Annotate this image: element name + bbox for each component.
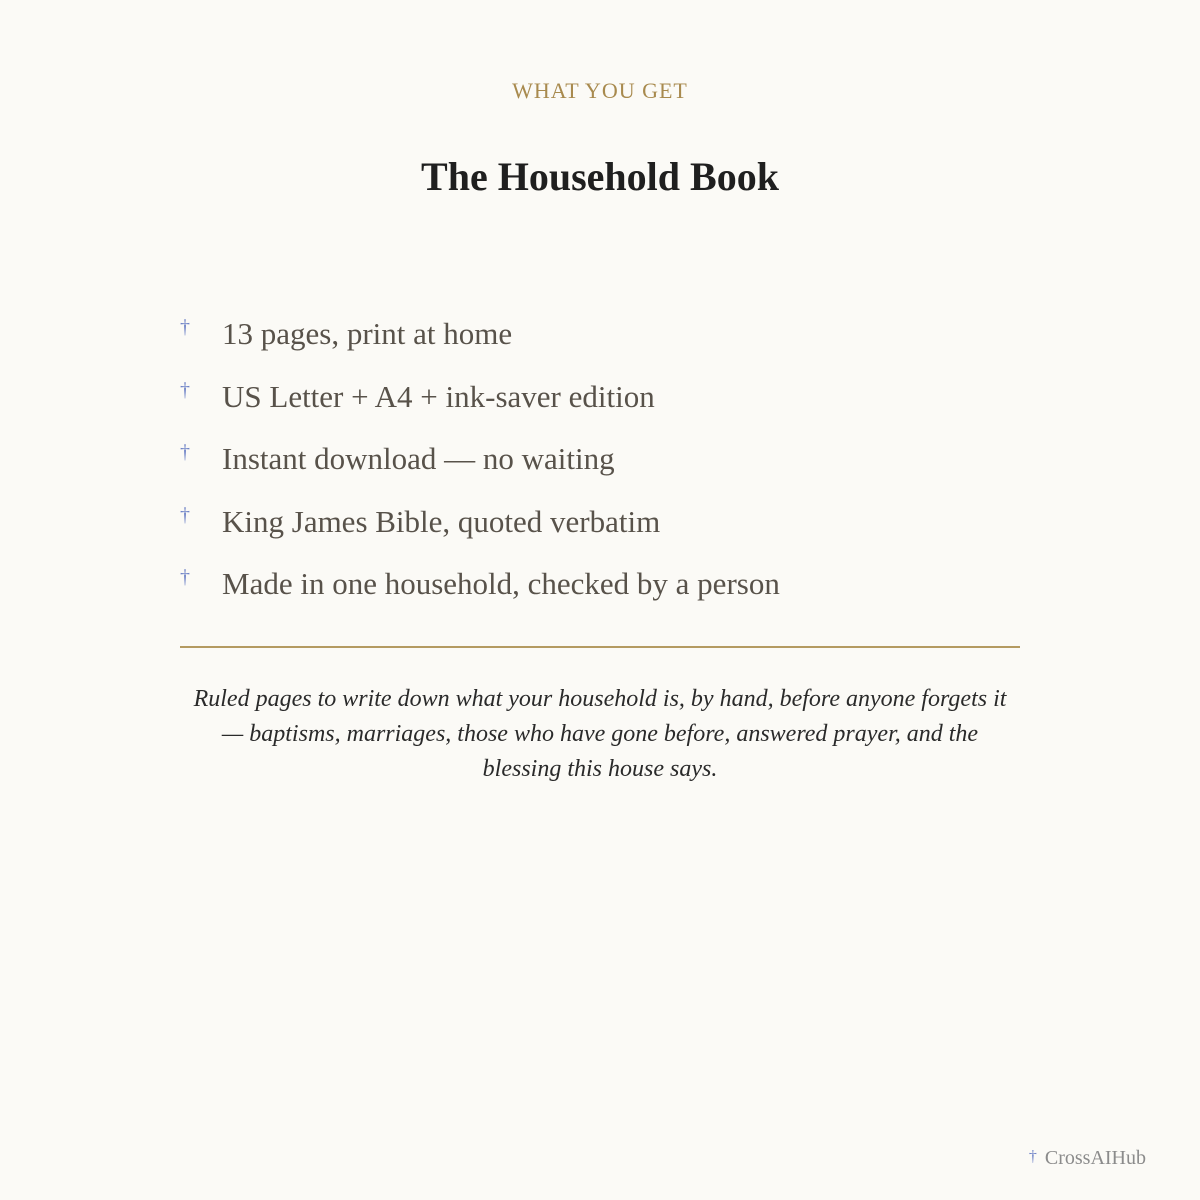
feature-item: [180, 502, 1020, 565]
cross-icon: †: [180, 316, 190, 338]
page-title: The Household Book: [421, 153, 779, 199]
book-description: Ruled pages to write down what your household is, by hand, before anyone forgets it — baptisms, marriages, those who have gone before, answered prayer, and the blessing this house says.: [193, 686, 1007, 782]
feature-text: US Letter + A4 + ink-saver edition: [222, 378, 655, 414]
feature-item: [180, 439, 1020, 502]
cross-icon: †: [180, 441, 190, 463]
feature-list: [180, 314, 1020, 627]
feature-item: [180, 564, 1020, 627]
brand-label: CrossAIHub: [1044, 1147, 1146, 1169]
feature-item: [180, 377, 1020, 440]
cross-icon: †: [1028, 1148, 1037, 1165]
section-eyebrow: WHAT YOU GET: [512, 78, 688, 103]
section-divider: [180, 646, 1020, 648]
feature-text: Made in one household, checked by a person: [222, 566, 780, 601]
feature-text: King James Bible, quoted verbatim: [222, 503, 661, 539]
cross-icon: †: [180, 566, 190, 588]
feature-text: Instant download — no waiting: [222, 441, 615, 476]
feature-item: [180, 314, 1020, 377]
cross-icon: †: [180, 378, 190, 401]
feature-text: 13 pages, print at home: [222, 316, 513, 351]
brand-mark: [1029, 1148, 1146, 1168]
cross-icon: †: [180, 503, 190, 526]
